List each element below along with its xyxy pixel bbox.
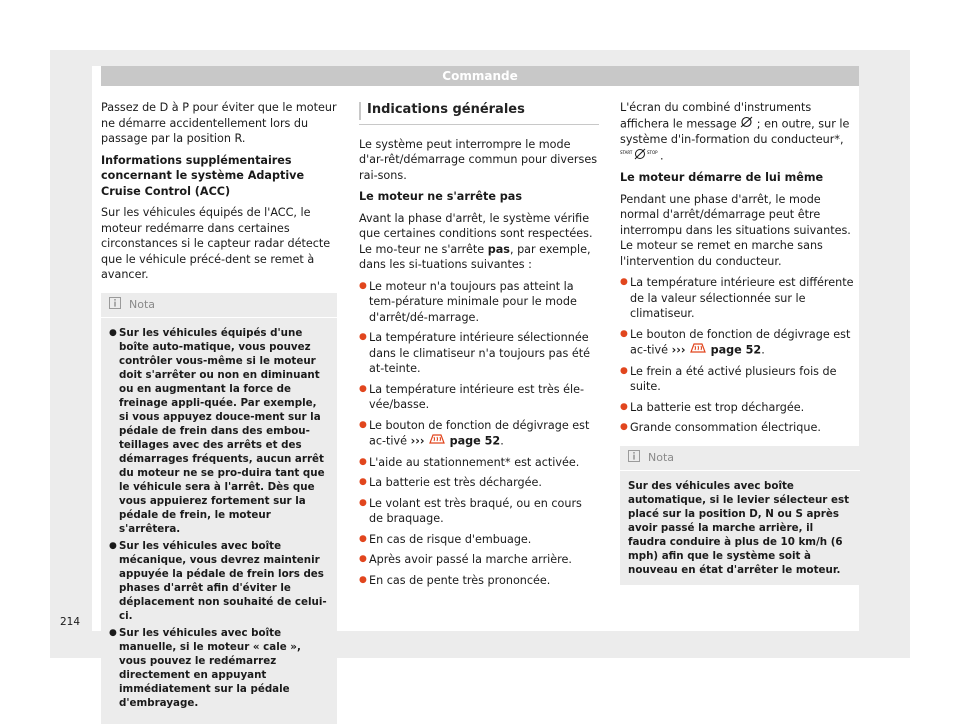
page-reference-link[interactable]: page 52: [449, 434, 501, 448]
note-header: [620, 446, 860, 471]
column-left: [101, 100, 337, 724]
condition-list: [620, 275, 860, 436]
note-body: Sur des véhicules avec boîte automatique, si le levier sélecteur est placé sur la position D, N ou S après avoir passé la marche arrière, il faudra conduire à plus de 10 km/h (6 mph) afin que le système soit à nouveau en état d'arrêter le moteur.: [628, 479, 849, 576]
list-item: ● Grande consommation électrique.: [620, 420, 860, 436]
list-item: ● Le volant est très braqué, ou en cours de braquage.: [359, 496, 599, 527]
page-header: Commande: [101, 66, 859, 86]
column-right: [620, 100, 860, 585]
list-item: ● La température intérieure est très éle-vée/basse.: [359, 382, 599, 413]
note-item: ● Sur les véhicules avec boîte manuelle, si le moteur « cale », vous pouvez le redémarrez directement en appuyant immédiatement sur la pédale d'embrayage.: [109, 626, 329, 710]
defrost-icon: [428, 433, 446, 450]
note-box: [620, 446, 860, 585]
subheading: Le moteur démarre de lui même: [620, 171, 824, 184]
page-reference-link[interactable]: page 52: [710, 343, 762, 357]
list-item: ● La température intérieure sélectionnée dans le climatiseur n'a toujours pas été at-teinte.: [359, 330, 599, 377]
note-item: ● Sur les véhicules équipés d'une boîte auto-matique, vous pouvez contrôler vous-même si le moteur doit s'arrêter ou non en diminuant ou en augmentant la force de freinage appli-quée. Par exemple, si vous appuyez douce-ment sur la pédale de frein dans des embou-teillages avec des arrêts et des démarrages fréquents, aucun arrêt du moteur ne se pro-duira tant que le véhicule sera à l'arrêt. Dès que vous appuierez fortement sur la pédale de frein, le moteur s'arrêtera.: [109, 326, 329, 536]
subheading: Le moteur ne s'arrête pas: [359, 190, 523, 203]
note-item: ● Sur les véhicules avec boîte mécanique, vous devrez maintenir appuyée la pédale de frein lors des phases d'arrêt afin d'éviter le déplacement non souhaité de celui-ci.: [109, 539, 329, 623]
note-label: Nota: [648, 450, 675, 464]
info-icon: [628, 450, 640, 466]
paragraph: Sur les véhicules équipés de l'ACC, le moteur redémarre dans certaines circonstances si le capteur radar détecte que le véhicule précé-dent se remet à avancer.: [101, 206, 331, 281]
svg-text:STOP: STOP: [647, 149, 658, 155]
list-item: ● En cas de pente très prononcée.: [359, 573, 599, 589]
list-item: ● Le frein a été activé plusieurs fois de suite.: [620, 364, 860, 395]
list-item: ● Après avoir passé la marche arrière.: [359, 552, 599, 568]
defrost-icon: [689, 342, 707, 359]
list-item: ● Le bouton de fonction de dégivrage est ac-tivé ››› page 52.: [620, 327, 860, 359]
paragraph: Le système peut interrompre le mode d'ar-rêt/démarrage commun pour diverses rai-sons.: [359, 137, 598, 182]
condition-list: [359, 279, 599, 589]
note-box: [101, 293, 337, 724]
list-item: ● La température intérieure est différente de la valeur sélectionnée sur le climatiseur.: [620, 275, 860, 322]
note-header: [101, 293, 337, 318]
reference-arrow: ›››: [410, 434, 425, 448]
paragraph: Avant la phase d'arrêt, le système vérifie que certaines conditions sont respectées. Le mo-teur ne s'arrête pas, par exemple, dans les si-tuations suivantes :: [359, 211, 593, 271]
list-item: ● En cas de risque d'embuage.: [359, 532, 599, 548]
list-item: ● L'aide au stationnement* est activée.: [359, 455, 599, 471]
subheading: Informations supplémentaires concernant le système Adaptive Cruise Control (ACC): [101, 153, 305, 198]
start-stop-icon: [620, 148, 660, 165]
list-item: ● Le bouton de fonction de dégivrage est ac-tivé ››› page 52.: [359, 418, 599, 450]
note-body: [101, 318, 337, 724]
reference-arrow: ›››: [671, 343, 686, 357]
section-title: Indications générales: [359, 100, 599, 125]
info-icon: [109, 297, 121, 313]
list-item: ● La batterie est très déchargée.: [359, 475, 599, 491]
paragraph: L'écran du combiné d'instruments affichera le message ; en outre, sur le système d'in-formation du conducteur*, START STOP .: [620, 100, 860, 164]
svg-text:START: START: [620, 149, 633, 155]
list-item: ● La batterie est trop déchargée.: [620, 400, 860, 416]
start-stop-icon: [740, 116, 753, 133]
paragraph: Passez de D à P pour éviter que le moteur ne démarre accidentellement lors du passage par la position R.: [101, 101, 337, 145]
note-label: Nota: [129, 297, 156, 311]
paragraph: Pendant une phase d'arrêt, le mode normal d'arrêt/démarrage peut être interrompu dans les situations suivantes. Le moteur se remet en marche sans l'intervention du conducteur.: [620, 192, 851, 268]
column-middle: [359, 100, 599, 594]
page-number: 214: [60, 616, 81, 628]
list-item: ● Le moteur n'a toujours pas atteint la tem-pérature minimale pour le mode d'arrêt/dé-marrage.: [359, 279, 599, 326]
